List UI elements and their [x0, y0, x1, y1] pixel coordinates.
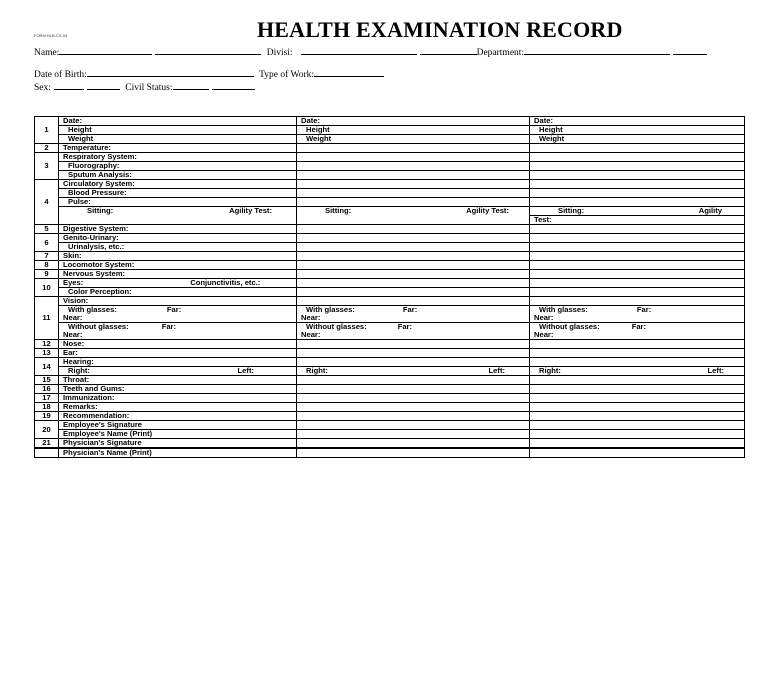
- table-row: [35, 448, 745, 458]
- header-row-3: [34, 80, 255, 93]
- immunization-label: Immunization:: [59, 394, 297, 403]
- near-label: Near:: [63, 313, 83, 322]
- sex-field-b[interactable]: [87, 80, 120, 90]
- table-row: [35, 180, 745, 189]
- row-number: 21: [35, 439, 59, 449]
- height-label: Height: [297, 126, 530, 135]
- entry-cell[interactable]: [297, 385, 530, 394]
- weight-label: Weight: [59, 135, 297, 144]
- entry-cell[interactable]: [530, 252, 745, 261]
- ear-label: Ear:: [59, 349, 297, 358]
- table-row: [35, 207, 745, 216]
- row-number: 16: [35, 385, 59, 394]
- far-label: Far:: [636, 305, 652, 314]
- row-number: 2: [35, 144, 59, 153]
- without-glasses-label: Without glasses:: [539, 322, 600, 331]
- temperature-label: Temperature:: [59, 144, 297, 153]
- form-code: FORM HLB-CX-04: [34, 33, 68, 38]
- blood-pressure-label: Blood Pressure:: [59, 189, 297, 198]
- work-type-field[interactable]: [314, 67, 384, 77]
- date-label: Date:: [297, 117, 530, 126]
- civil-status-label: Civil Status:: [125, 83, 173, 93]
- department-field-b[interactable]: [673, 45, 707, 55]
- entry-cell[interactable]: [297, 198, 530, 207]
- agility-test-label: Agility Test:: [229, 206, 272, 215]
- entry-cell[interactable]: [530, 180, 745, 189]
- entry-cell[interactable]: [530, 430, 745, 439]
- table-row: [35, 288, 745, 297]
- row-number: 19: [35, 412, 59, 421]
- entry-cell[interactable]: [530, 394, 745, 403]
- table-row: [35, 349, 745, 358]
- circulatory-label: Circulatory System:: [59, 180, 297, 189]
- sitting-label: Sitting:: [87, 206, 114, 215]
- table-row: [35, 358, 745, 367]
- far-label: Far:: [631, 322, 647, 331]
- table-row: [35, 270, 745, 279]
- table-row: [35, 261, 745, 270]
- entry-cell[interactable]: [530, 261, 745, 270]
- entry-cell[interactable]: [297, 270, 530, 279]
- without-glasses-cell: [530, 323, 745, 340]
- row-number: 8: [35, 261, 59, 270]
- entry-cell[interactable]: [297, 153, 530, 162]
- table-row: [35, 297, 745, 306]
- entry-cell[interactable]: [297, 162, 530, 171]
- without-glasses-cell: [297, 323, 530, 340]
- sitting-label: Sitting:: [558, 206, 585, 215]
- without-glasses-label: Without glasses:: [306, 322, 367, 331]
- far-label: Far:: [166, 305, 182, 314]
- entry-cell[interactable]: [530, 279, 745, 288]
- left-label: Left:: [707, 366, 724, 375]
- pulse-label: Pulse:: [59, 198, 297, 207]
- date-label: Date:: [59, 117, 297, 126]
- entry-cell[interactable]: [530, 448, 745, 458]
- row-number: 4: [35, 180, 59, 225]
- entry-cell[interactable]: [297, 430, 530, 439]
- entry-cell[interactable]: [530, 439, 745, 449]
- fluorography-label: Fluorography:: [59, 162, 297, 171]
- employee-name-label: Employee's Name (Print): [59, 430, 297, 439]
- vision-label: Vision:: [59, 297, 297, 306]
- throat-label: Throat:: [59, 376, 297, 385]
- entry-cell[interactable]: [530, 349, 745, 358]
- table-row: [35, 198, 745, 207]
- entry-cell[interactable]: [530, 243, 745, 252]
- agility-test-label: Agility Test:: [466, 206, 509, 215]
- sex-label: Sex:: [34, 83, 51, 93]
- entry-cell[interactable]: [530, 412, 745, 421]
- table-row: [35, 376, 745, 385]
- entry-cell[interactable]: [530, 340, 745, 349]
- without-glasses-label: Without glasses:: [68, 322, 129, 331]
- division-field-a[interactable]: [301, 45, 417, 55]
- header-row-2: [34, 67, 384, 80]
- table-row: [35, 412, 745, 421]
- eyes-cell: [59, 279, 297, 288]
- left-label: Left:: [237, 366, 254, 375]
- sputum-label: Sputum Analysis:: [59, 171, 297, 180]
- entry-cell[interactable]: [297, 376, 530, 385]
- entry-cell[interactable]: [530, 421, 745, 430]
- entry-cell[interactable]: [297, 394, 530, 403]
- department-field-a[interactable]: [524, 45, 670, 55]
- eyes-label: Eyes:: [63, 278, 84, 287]
- row-number: 11: [35, 297, 59, 340]
- left-label: Left:: [488, 366, 505, 375]
- skin-label: Skin:: [59, 252, 297, 261]
- table-row: [35, 403, 745, 412]
- with-glasses-cell: [297, 306, 530, 323]
- entry-cell[interactable]: [297, 225, 530, 234]
- with-glasses-cell: [530, 306, 745, 323]
- table-row: [35, 225, 745, 234]
- entry-cell[interactable]: [297, 261, 530, 270]
- row-number: 3: [35, 153, 59, 180]
- entry-cell[interactable]: [297, 297, 530, 306]
- table-row: [35, 171, 745, 180]
- entry-cell[interactable]: [530, 403, 745, 412]
- table-row: [35, 367, 745, 376]
- entry-cell[interactable]: [530, 270, 745, 279]
- entry-cell[interactable]: [297, 171, 530, 180]
- table-row: [35, 126, 745, 135]
- row-number: 10: [35, 279, 59, 297]
- sitting-agility-cell: [297, 207, 530, 225]
- row-number-blank: [35, 448, 59, 458]
- entry-cell[interactable]: [297, 358, 530, 367]
- hearing-cell: [530, 367, 745, 376]
- entry-cell[interactable]: [530, 288, 745, 297]
- entry-cell[interactable]: [297, 403, 530, 412]
- entry-cell[interactable]: [297, 279, 530, 288]
- row-number: 18: [35, 403, 59, 412]
- entry-cell[interactable]: [297, 180, 530, 189]
- entry-cell[interactable]: [530, 144, 745, 153]
- entry-cell[interactable]: [297, 448, 530, 458]
- table-row: [35, 394, 745, 403]
- near-label: Near:: [301, 313, 321, 322]
- work-type-label: Type of Work:: [259, 70, 314, 80]
- health-record-table: [34, 116, 745, 458]
- civil-status-field-b[interactable]: [212, 80, 255, 90]
- entry-cell[interactable]: [297, 421, 530, 430]
- nose-label: Nose:: [59, 340, 297, 349]
- without-glasses-cell: [59, 323, 297, 340]
- hearing-cell: [59, 367, 297, 376]
- genito-label: Genito-Urinary:: [59, 234, 297, 243]
- employee-signature-label: Employee's Signature: [59, 421, 297, 430]
- row-number: 12: [35, 340, 59, 349]
- entry-cell[interactable]: [530, 297, 745, 306]
- entry-cell[interactable]: [297, 412, 530, 421]
- page-title: HEALTH EXAMINATION RECORD: [257, 17, 623, 42]
- sitting-agility-cell: [59, 207, 297, 225]
- entry-cell[interactable]: [530, 385, 745, 394]
- row-number: 20: [35, 421, 59, 439]
- sitting-label: Sitting:: [325, 206, 352, 215]
- entry-cell[interactable]: [530, 189, 745, 198]
- table-row: [35, 279, 745, 288]
- entry-cell[interactable]: [530, 225, 745, 234]
- with-glasses-cell: [59, 306, 297, 323]
- urinalysis-label: Urinalysis, etc.:: [59, 243, 297, 252]
- right-label: Right:: [539, 366, 561, 375]
- near-label: Near:: [301, 330, 321, 339]
- table-row: [35, 117, 745, 126]
- row-number: 13: [35, 349, 59, 358]
- height-label: Height: [530, 126, 745, 135]
- locomotor-label: Locomotor System:: [59, 261, 297, 270]
- far-label: Far:: [402, 305, 418, 314]
- date-label: Date:: [530, 117, 745, 126]
- physician-signature-label: Physician's Signature: [59, 439, 297, 449]
- row-number: 6: [35, 234, 59, 252]
- sex-field-a[interactable]: [54, 80, 84, 90]
- row-number: 17: [35, 394, 59, 403]
- name-label: Name:: [34, 48, 60, 58]
- teeth-label: Teeth and Gums:: [59, 385, 297, 394]
- digestive-label: Digestive System:: [59, 225, 297, 234]
- color-perception-label: Color Perception:: [59, 288, 297, 297]
- test-label: Test:: [530, 216, 745, 225]
- table-row: [35, 153, 745, 162]
- table-row: [35, 439, 745, 449]
- table-row: [35, 340, 745, 349]
- row-number: 9: [35, 270, 59, 279]
- table-row: [35, 385, 745, 394]
- weight-label: Weight: [297, 135, 530, 144]
- physician-name-label: Physician's Name (Print): [59, 448, 297, 458]
- name-field-last[interactable]: [155, 45, 261, 55]
- height-label: Height: [59, 126, 297, 135]
- dob-field[interactable]: [87, 67, 254, 77]
- weight-label: Weight: [530, 135, 745, 144]
- entry-cell[interactable]: [530, 234, 745, 243]
- right-label: Right:: [68, 366, 90, 375]
- with-glasses-label: With glasses:: [539, 305, 588, 314]
- recommendation-label: Recommendation:: [59, 412, 297, 421]
- nervous-label: Nervous System:: [59, 270, 297, 279]
- entry-cell[interactable]: [297, 243, 530, 252]
- remarks-label: Remarks:: [59, 403, 297, 412]
- entry-cell[interactable]: [297, 288, 530, 297]
- hearing-cell: [297, 367, 530, 376]
- table-row: [35, 252, 745, 261]
- sitting-agility-cell: [530, 207, 745, 216]
- entry-cell[interactable]: [297, 252, 530, 261]
- with-glasses-label: With glasses:: [306, 305, 355, 314]
- table-row: [35, 430, 745, 439]
- near-label: Near:: [534, 313, 554, 322]
- row-number: 14: [35, 358, 59, 376]
- entry-cell[interactable]: [297, 234, 530, 243]
- entry-cell[interactable]: [297, 144, 530, 153]
- agility-label: Agility: [698, 206, 722, 215]
- table-row: [35, 421, 745, 430]
- with-glasses-label: With glasses:: [68, 305, 117, 314]
- entry-cell[interactable]: [530, 358, 745, 367]
- entry-cell[interactable]: [530, 153, 745, 162]
- entry-cell[interactable]: [530, 376, 745, 385]
- near-label: Near:: [534, 330, 554, 339]
- table-row: [35, 189, 745, 198]
- right-label: Right:: [306, 366, 328, 375]
- civil-status-field-a[interactable]: [173, 80, 209, 90]
- entry-cell[interactable]: [297, 439, 530, 449]
- department-label: Department:: [476, 48, 525, 58]
- table-row: [35, 162, 745, 171]
- entry-cell[interactable]: [297, 349, 530, 358]
- row-number: 7: [35, 252, 59, 261]
- far-label: Far:: [161, 322, 177, 331]
- table-row: [35, 243, 745, 252]
- respiratory-label: Respiratory System:: [59, 153, 297, 162]
- header-row-1: [34, 45, 707, 58]
- entry-cell[interactable]: [530, 198, 745, 207]
- division-label: Divisi:: [266, 48, 293, 58]
- row-number: 5: [35, 225, 59, 234]
- entry-cell[interactable]: [297, 340, 530, 349]
- row-number: 15: [35, 376, 59, 385]
- name-field-first[interactable]: [59, 45, 152, 55]
- near-label: Near:: [63, 330, 83, 339]
- dob-label: Date of Birth:: [34, 70, 87, 80]
- conjunctivitis-label: Conjunctivitis, etc.:: [190, 278, 261, 287]
- hearing-label: Hearing:: [59, 358, 297, 367]
- entry-cell[interactable]: [530, 162, 745, 171]
- table-row: [35, 234, 745, 243]
- table-row: [35, 144, 745, 153]
- division-field-b[interactable]: [420, 45, 477, 55]
- row-number: 1: [35, 117, 59, 144]
- entry-cell[interactable]: [530, 171, 745, 180]
- far-label: Far:: [397, 322, 413, 331]
- table-row: [35, 135, 745, 144]
- entry-cell[interactable]: [297, 189, 530, 198]
